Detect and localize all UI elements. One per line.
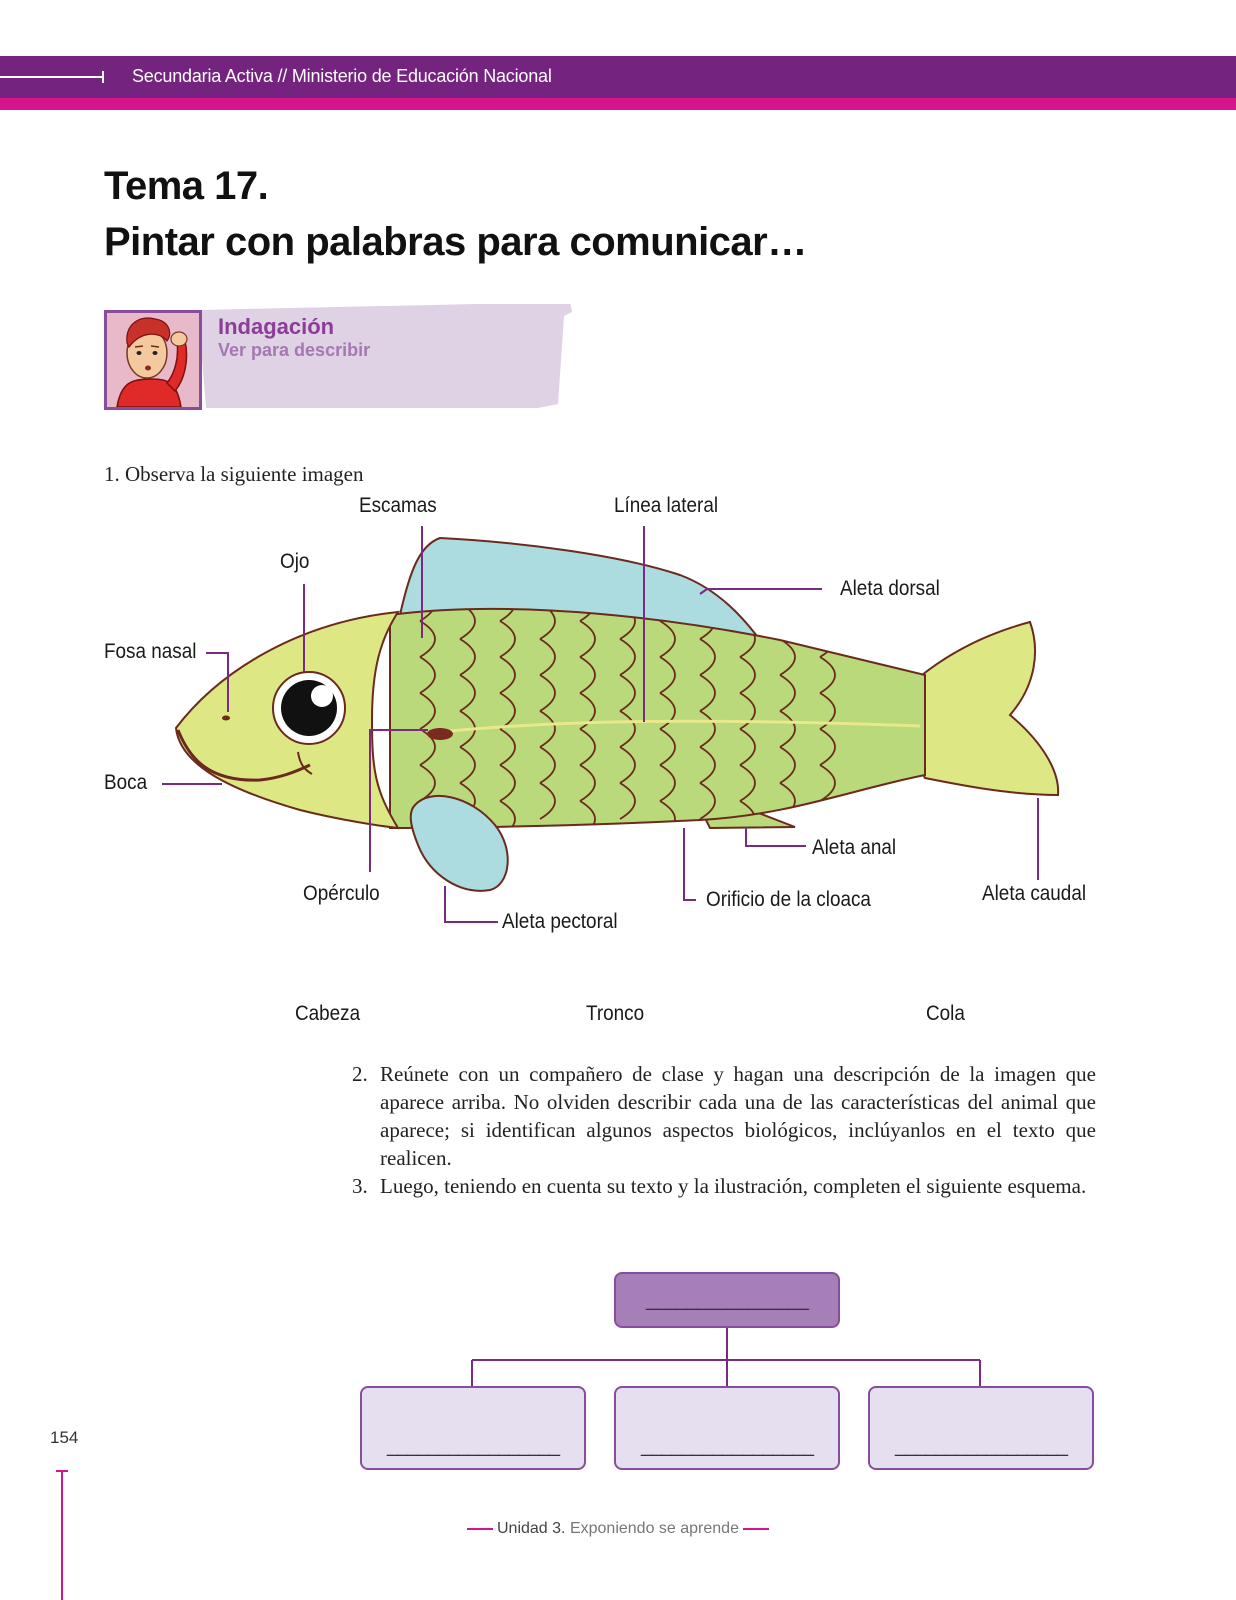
section-title: Indagación xyxy=(218,314,335,339)
instruction-3-number: 3. xyxy=(352,1174,368,1198)
avatar xyxy=(104,310,202,410)
label-aleta-anal: Aleta anal xyxy=(812,836,897,859)
footer xyxy=(0,1520,1236,1538)
scheme-top-box[interactable] xyxy=(614,1272,840,1328)
instructions-list xyxy=(352,1060,1096,1200)
page-title xyxy=(104,158,807,270)
part-cabeza: Cabeza xyxy=(295,1002,361,1025)
student-thinking-icon xyxy=(107,313,199,407)
scheme-blank-2: _________________ xyxy=(640,1435,814,1457)
scheme-blank-3: _________________ xyxy=(894,1435,1068,1457)
header-text: Secundaria Activa // Ministerio de Educación Nacional xyxy=(132,66,552,86)
label-boca: Boca xyxy=(104,771,148,794)
scheme-box-2[interactable] xyxy=(614,1386,840,1470)
label-orificio-cloaca: Orificio de la cloaca xyxy=(706,888,871,911)
footer-rule-right xyxy=(743,1528,769,1530)
label-aleta-dorsal: Aleta dorsal xyxy=(840,577,940,600)
footer-unit: Unidad 3. xyxy=(497,1520,566,1537)
leader-orificio xyxy=(684,828,696,900)
page-number: 154 xyxy=(50,1428,79,1447)
instruction-2 xyxy=(352,1060,1096,1172)
section-subtitle: Ver para describir xyxy=(218,340,371,360)
label-operculo: Opérculo xyxy=(303,882,380,905)
header-accent-stripe xyxy=(0,98,1236,110)
part-cola: Cola xyxy=(926,1002,965,1025)
footer-unit-name: Exponiendo se aprende xyxy=(569,1520,739,1537)
label-linea-lateral: Línea lateral xyxy=(614,494,719,517)
instruction-3 xyxy=(352,1172,1096,1200)
label-aleta-caudal: Aleta caudal xyxy=(982,882,1087,905)
scheme-blank-1: _________________ xyxy=(386,1435,560,1457)
part-tronco: Tronco xyxy=(586,1002,645,1025)
question-1-number: 1. xyxy=(104,462,120,486)
nostril xyxy=(222,716,230,721)
label-escamas: Escamas xyxy=(359,494,437,517)
tail-fin xyxy=(910,622,1059,795)
header-rule xyxy=(0,76,104,78)
scheme-box-1[interactable] xyxy=(360,1386,586,1470)
instruction-2-number: 2. xyxy=(352,1062,368,1086)
leader-pectoral xyxy=(445,886,498,922)
label-ojo: Ojo xyxy=(280,550,310,573)
leader-aleta-dorsal xyxy=(700,589,822,594)
header-rule-tick xyxy=(102,71,104,83)
fish-diagram xyxy=(0,490,1236,950)
leader-aleta-anal xyxy=(746,827,806,846)
label-aleta-pectoral: Aleta pectoral xyxy=(502,910,618,933)
scheme-top-blank: ________________ xyxy=(646,1288,808,1311)
title-line-1: Tema 17. xyxy=(104,164,269,208)
instruction-3-text: Luego, teniendo en cuenta su texto y la ilustración, completen el siguiente esquema. xyxy=(380,1174,1087,1198)
question-1-text: Observa la siguiente imagen xyxy=(125,462,364,486)
question-1 xyxy=(104,462,364,487)
footer-rule-left xyxy=(467,1528,493,1530)
scheme-box-3[interactable] xyxy=(868,1386,1094,1470)
label-fosa-nasal: Fosa nasal xyxy=(104,640,197,663)
instruction-2-text: Reúnete con un compañero de clase y hagan una descripción de la imagen que aparece arriba. No olviden describir cada una de las características del animal que aparece; si identifican algunos aspectos biológicos, inclúyanlos en el texto que realicen. xyxy=(380,1062,1096,1170)
title-line-2: Pintar con palabras para comunicar… xyxy=(104,220,807,264)
operculum-mark xyxy=(427,728,453,740)
